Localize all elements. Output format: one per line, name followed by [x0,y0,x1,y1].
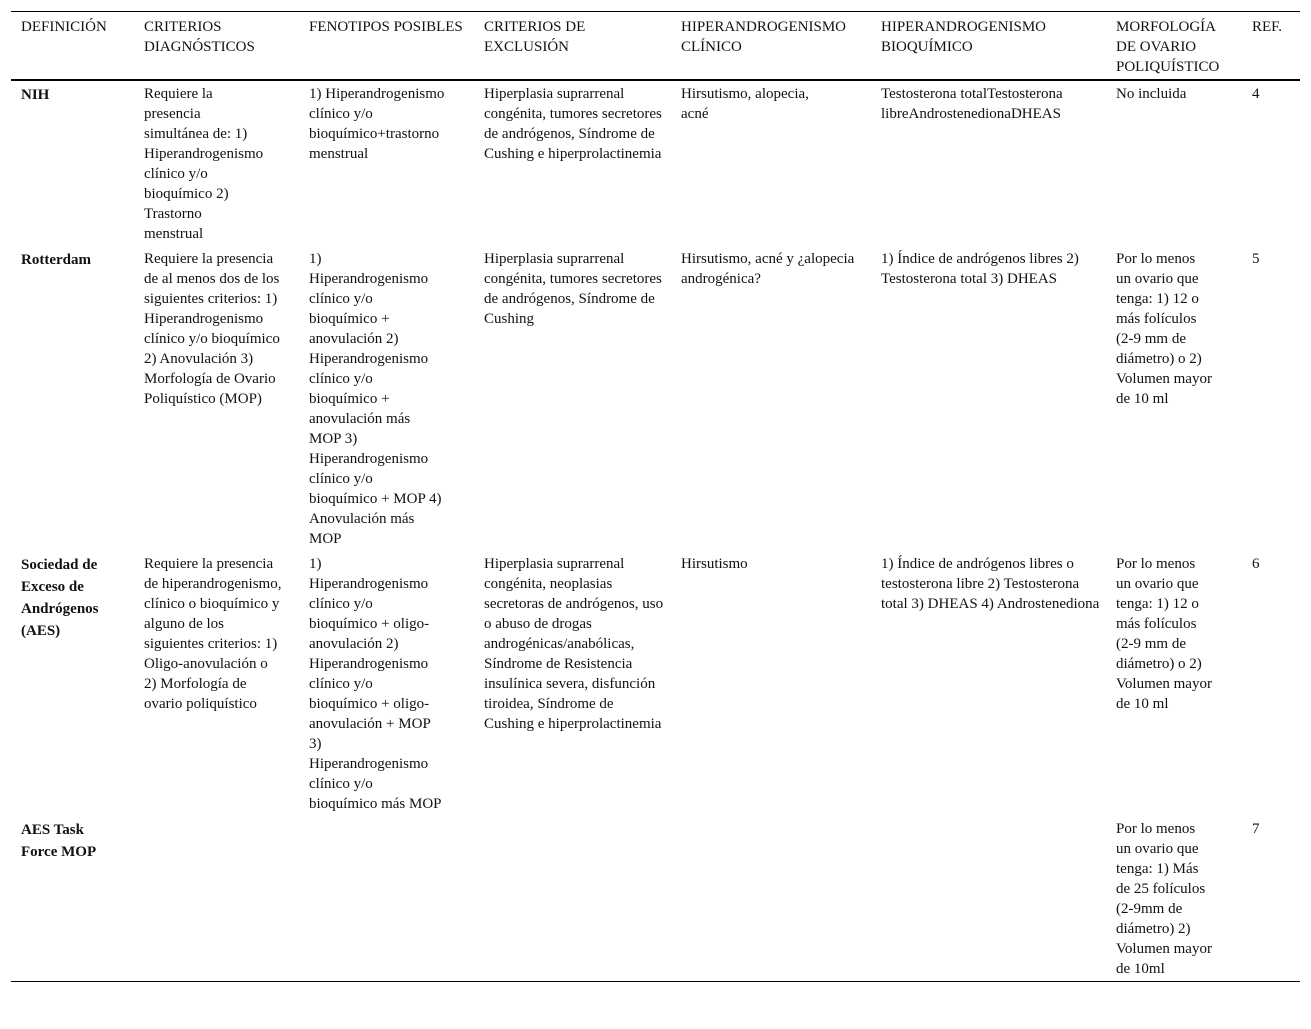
header-criterios-exclusion: CRITERIOS DE EXCLUSIÓN [484,19,586,55]
table-row [11,246,1300,551]
cell-morfologia: No incluida [1116,86,1187,102]
cell-criterios: Requiere la presencia de hiperandrogenismo, clínico o bioquímico y alguno de los siguientes criterios: 1) Oligo-anovulación o 2) Morfología de ovario poliquístico [144,556,282,712]
header-hiperandrogenismo-bioquimico: HIPERANDROGENISMO BIOQUÍMICO [881,19,1047,55]
cell-morfologia: Por lo menos un ovario que tenga: 1) 12 o más folículos (2-9 mm de diámetro) o 2) Volumen mayor de 10 ml [1116,556,1212,712]
cell-fenotipos: 1) Hiperandrogenismo clínico y/o bioquímico + anovulación 2) Hiperandrogenismo clínico y/o bioquímico + anovulación más MOP 3) Hiperandrogenismo clínico y/o bioquímico + MOP 4) Anovulación más MOP [309,251,442,547]
header-criterios-diagnosticos: CRITERIOS DIAGNÓSTICOS [144,19,255,55]
header-hiperandrogenismo-clinico: HIPERANDROGENISMO CLÍNICO [681,19,847,55]
cell-clinico: Hirsutismo, alopecia, acné [681,86,809,122]
cell-ref: 6 [1252,556,1260,572]
cell-criterios: Requiere la presencia simultánea de: 1) Hiperandrogenismo clínico y/o bioquímico 2) Trastorno menstrual [144,86,264,242]
cell-clinico [671,816,871,982]
cell-definicion: Sociedad de Exceso de Andrógenos (AES) [21,557,99,639]
cell-morfologia: Por lo menos un ovario que tenga: 1) 12 o más folículos (2-9 mm de diámetro) o 2) Volumen mayor de 10 ml [1116,251,1212,407]
cell-bioquimico: 1) Índice de andrógenos libres 2) Testosterona total 3) DHEAS [881,251,1079,287]
cell-morfologia: Por lo menos un ovario que tenga: 1) Más de 25 folículos (2-9mm de diámetro) 2) Volumen mayor de 10ml [1116,821,1212,977]
header-ref: REF. [1252,19,1283,35]
cell-bioquimico: 1) Índice de andrógenos libres o testosterona libre 2) Testosterona total 3) DHEAS 4) Androstenediona [881,556,1100,612]
cell-bioquimico: Testosterona totalTestosterona libreAndrostenedionaDHEAS [881,86,1063,122]
cell-definicion: AES Task Force MOP [21,822,97,860]
cell-clinico: Hirsutismo [681,556,748,572]
cell-fenotipos [299,816,474,982]
cell-exclusion [474,816,671,982]
cell-exclusion: Hiperplasia suprarrenal congénita, neoplasias secretoras de andrógenos, uso o abuso de drogas androgénicas/anabólicas, Síndrome de Resistencia insulínica severa, disfunción tiroidea, Síndrome de Cushing e hiperprolactinemia [484,556,664,732]
table-row [11,551,1300,816]
table-row [11,816,1300,982]
cell-criterios: Requiere la presencia de al menos dos de los siguientes criterios: 1) Hiperandrogenismo clínico y/o bioquímico 2) Anovulación 3) Morfología de Ovario Poliquístico (MOP) [144,251,280,407]
cell-definicion: Rotterdam [21,252,91,268]
header-definicion: DEFINICIÓN [21,19,107,35]
header-fenotipos-posibles: FENOTIPOS POSIBLES [309,19,463,35]
cell-fenotipos: 1) Hiperandrogenismo clínico y/o bioquímico+trastorno menstrual [309,86,445,162]
cell-clinico: Hirsutismo, acné y ¿alopecia androgénica? [681,251,855,287]
pcos-criteria-table [11,11,1300,982]
table-header [11,12,1300,81]
cell-exclusion: Hiperplasia suprarrenal congénita, tumores secretores de andrógenos, Síndrome de Cushing e hiperprolactinemia [484,86,662,162]
cell-bioquimico [871,816,1106,982]
cell-exclusion: Hiperplasia suprarrenal congénita, tumores secretores de andrógenos, Síndrome de Cushing [484,251,662,327]
cell-fenotipos: 1) Hiperandrogenismo clínico y/o bioquímico + oligo-anovulación 2) Hiperandrogenismo clínico y/o bioquímico + oligo-anovulación + MOP 3) Hiperandrogenismo clínico y/o bioquímico más MOP [309,556,442,812]
cell-ref: 4 [1252,86,1260,102]
header-row [11,12,1300,81]
header-morfologia-ovario: MORFOLOGÍA DE OVARIO POLIQUÍSTICO [1116,19,1220,75]
cell-ref: 5 [1252,251,1260,267]
cell-definicion: NIH [21,87,50,103]
table-row [11,80,1300,246]
cell-ref: 7 [1252,821,1260,837]
table-body [11,80,1300,982]
cell-criterios [134,816,299,982]
